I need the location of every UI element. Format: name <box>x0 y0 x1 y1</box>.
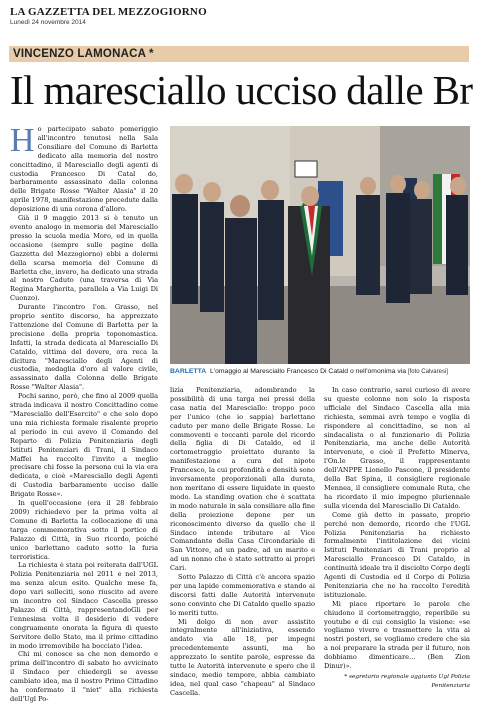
ceremony-photo <box>170 126 470 364</box>
paragraph: Già il 9 maggio 2013 si è tenuto un evento analogo in memoria del Maresciallo presso la scuola media Moro, ed in quella occasione (sempre sulle pagine della Gazzetta del Mezzogiorno) ebbi a dolermi della scarsa memoria del Comune di Barletta che, invero, ha dedicato una strada al nostro Caduto (una traversa di Via Regina Margherita, parallela a Via Luigi Di Cuonzo). <box>10 214 158 303</box>
paragraph: Mi piace riportare le parole che chiudono il cortometraggio, reperibile su youtube e di cui consiglio la visione: «se vogliamo vivere e trasmettere la vita ai nostri posteri, se vogliamo credere che sia a noi preparare la strada per il futuro, non dobbiamo dimenticare… (Ben Zion Dinur)». <box>324 599 470 671</box>
paragraph: In quell'occasione (era il 28 febbraio 2009) richiedevo per la prima volta al Comune di Barletta la collocazione di una targa commemorativa sotto il portico di Palazzo di Città, in Suo ricordo, poiché unico barlettano caduto sotto la furia terroristica. <box>10 499 158 561</box>
paragraph: lizia Penitenziaria, adombrando la possibilità di una targa nei pressi della casa natia del Maresciallo: troppo poco per l'unico (che io sappia) barlettano caduto per mano delle Brigate Rosse. Le commoventi e toccanti parole del ricordo della figlia di Di Cataldo, ed il cortometraggio proiettato durante la manifestazione a cura del nipote Francesco, la cui profondità e densità sono inversamente proporzionali alla durata, non meritano di essere liquidate in questo modo. La standing ovation che è scattata in modo naturale in sala consiliare alla fine della proiezione depone per un riconoscimento diverso da quello che il Sindaco intende tributare al Vice Comandante della Casa Circondariale di San Vittore, ad un padre, ad un marito e ad un nonno che è stato sottratto ai propri Cari. <box>170 386 315 573</box>
article-column-3 <box>324 386 470 689</box>
headline: Il maresciallo ucciso dalle Br <box>10 67 473 113</box>
byline-bar <box>9 46 469 62</box>
author-footnote: * segretario regionale aggiunto Ugl Polizia Penitenziaria <box>344 674 470 689</box>
caption-text: L'omaggio al Maresciallo Francesco Di Catald o nell'omonima via <box>210 368 407 375</box>
paragraph: Mi dolgo di non aver assistito integralmente all'iniziativa, essendo andato via alle 18, per impegni precedentemente assunti, ma ho apprezzato le sentite parole, espresse da tutte le Autorità intervenute e spero che il sindaco, medio tempore, abbia cambiato idea, nel qual caso "chapeau" al Sindaco Cascella. <box>170 617 315 697</box>
photo-caption <box>170 367 470 377</box>
drop-cap: H <box>10 122 35 159</box>
article-column-2 <box>170 386 315 697</box>
masthead <box>10 6 470 26</box>
issue-date: Lunedì 24 novembre 2014 <box>10 19 86 26</box>
newspaper-name: LA GAZZETTA DEL MEZZOGIORNO <box>10 6 207 18</box>
article-column-1 <box>10 122 158 703</box>
paragraph: Pochi sanno, però, che fino al 2009 quella strada indicava il nostro Concittadino come "Maresciallo dell'Esercito" e che solo dopo una mia richiesta formale risalente proprio al periodo in cui avevo il Comando del Reparto di Polizia Penitenziaria degli Istituti Penitenziari di Trani, il Sindaco Maffei ha raccolto l'invito a meglio precisare chi fosse la persona cui la via era dedicata, e cioè «Maresciallo degli Agenti di Custodia barbaramente ucciso dalle Brigate Rosse». <box>10 392 158 499</box>
paragraph: o partecipato sabato pomeriggio all'incontro tenutosi nella Sala Consiliare del Comune di Barletta dedicato alla memoria del nostro concittadino, il Maresciallo degli agenti di custodia Francesco Di Catal do, barbaramente assassinato dalla colonna delle Brigate Rosse "Walter Alasia" il 20 aprile 1978, manifestazione precedute dalla deposizione di una corona d'alloro. <box>10 125 158 214</box>
photo-credit: [foto Calvaresi] <box>407 369 448 375</box>
paragraph: Durante l'incontro l'on. Grasso, nel proprio sentito discorso, ha apprezzato l'attenzione del Comune di Barletta per la precisione della propria toponomastica. Infatti, la strada dedicata al Maresciallo Di Cataldo, vittima del dovere, ora reca la dicitura "Maresciallo degli Agenti di custodia, medaglia d'oro al valore civile, assassinato dalla Colonna delle Brigate Rosse "Walter Alasia". <box>10 303 158 392</box>
paragraph: La richiesta è stata poi reiterata dall'UGL Polizia Penitenziaria nel 2011 e nel 2013, ma senza alcun esito. Qualche mese fa, dopo vari solleciti, sono riuscito ad avere un incontro col Sindaco Cascella presso Palazzo di Città, rappresentandoGli per l'ennesima volta il desiderio di vedere congruamente onorata la figura di questo Servitore dello Stato, ma il primo cittadino in modo irremovibile ha bocciato l'idea. <box>10 561 158 650</box>
author-name: VINCENZO LAMONACA * <box>13 48 154 60</box>
paragraph: Come già detto in passato, proprio perché non demordo, ricordo che l'UGL Polizia Penitenziaria ha richiesto formalmente l'intitolazione dei vicini Istituti Penitenziari di Trani proprio al Maresciallo Francesco Di Cataldo, in continuità ideale tra il disciolto Corpo degli Agenti di Custodia ed il Corpo di Polizia Penitenziaria che ne ha raccolto l'eredità istituzionale. <box>324 510 470 599</box>
paragraph: In caso contrario, sarei curioso di avere su queste colonne non solo la risposta ufficiale del Sindaco Cascella alla mia richiesta, semmai avrà tempo e voglia di rispondere al concittadino, se non al sindacalista o al funzionario di Polizia Penitenziaria, ma anche delle Autorità intervenute, e cioè il Prefetto Minerva, l'On.le Grasso, il rappresentante dell'ANPPE Lionello Pascone, il presidente della Bat Spina, il consigliere regionale Mennea, il consigliere comunale Ruta, che ha ricordato il mio impegno pluriennale sulla vicenda del Maresciallo Di Cataldo. <box>324 386 470 510</box>
paragraph: Chi mi conosce sa che non demordo e prima dell'incontro di sabato ho avvicinato il Sindaco per chiedergli se avesse cambiato idea, ma il nostro Primo Cittadino ha confermato il "niet" alla richiesta dell'Ugl Po- <box>10 650 158 703</box>
paragraph: Sotto Palazzo di Città c'è ancora spazio per una lapide commemorativa e stando ai discorsi fatti dalle Autorità intervenute sono convinto che Di Cataldo quello spazio lo meriti tutto. <box>170 573 315 617</box>
caption-place: BARLETTA <box>170 368 207 375</box>
